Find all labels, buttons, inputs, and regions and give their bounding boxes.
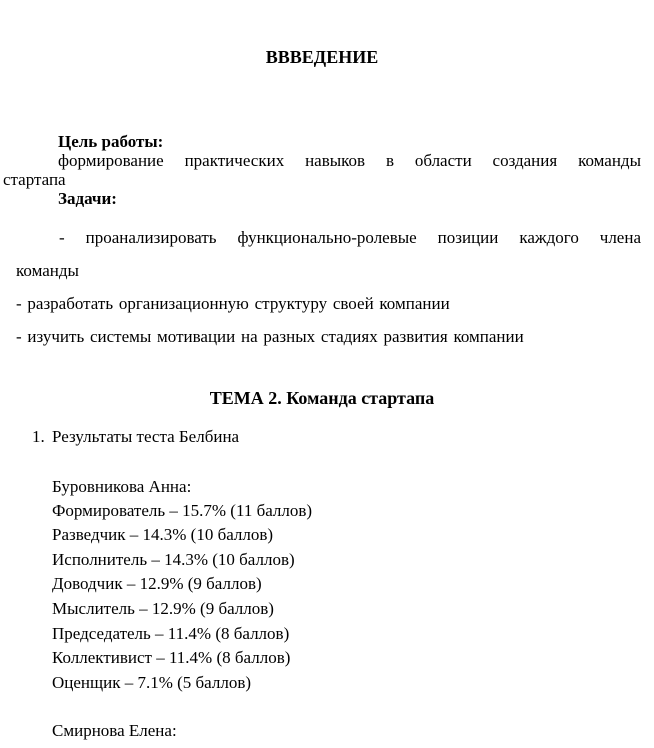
belbin-result-row: Оценщик – 7.1% (5 баллов) [52, 673, 252, 692]
belbin-result-row: Формирователь – 15.7% (11 баллов) [52, 501, 313, 520]
task-item-1-line2: команды [16, 261, 79, 280]
task-item-3: - изучить системы мотивации на разных стадиях развития компании [16, 327, 524, 346]
goal-text-line2: стартапа [3, 170, 66, 189]
belbin-result-row: Доводчик – 12.9% (9 баллов) [52, 574, 262, 593]
belbin-result-row: Мыслитель – 12.9% (9 баллов) [52, 599, 274, 618]
belbin-result-row: Коллективист – 11.4% (8 баллов) [52, 648, 291, 667]
tasks-label: Задачи: [58, 189, 117, 208]
page-title: ВВВЕДЕНИЕ [265, 47, 379, 67]
task-item-1-line1: - проанализировать функционально-ролевые позиции каждого члена [59, 228, 641, 247]
section-heading: ТЕМА 2. Команда стартапа [209, 388, 435, 408]
person-name: Буровникова Анна: [52, 477, 192, 496]
list-item-text: Результаты теста Белбина [52, 427, 240, 446]
list-number: 1. [32, 427, 45, 446]
person-name: Смирнова Елена: [52, 721, 177, 740]
belbin-result-row: Разведчик – 14.3% (10 баллов) [52, 525, 274, 544]
belbin-result-row: Исполнитель – 14.3% (10 баллов) [52, 550, 295, 569]
task-item-2: - разработать организационную структуру своей компании [16, 294, 450, 313]
belbin-result-row: Председатель – 11.4% (8 баллов) [52, 624, 290, 643]
goal-label: Цель работы: [58, 132, 164, 151]
goal-text-line1: формирование практических навыков в области создания команды [58, 151, 641, 170]
